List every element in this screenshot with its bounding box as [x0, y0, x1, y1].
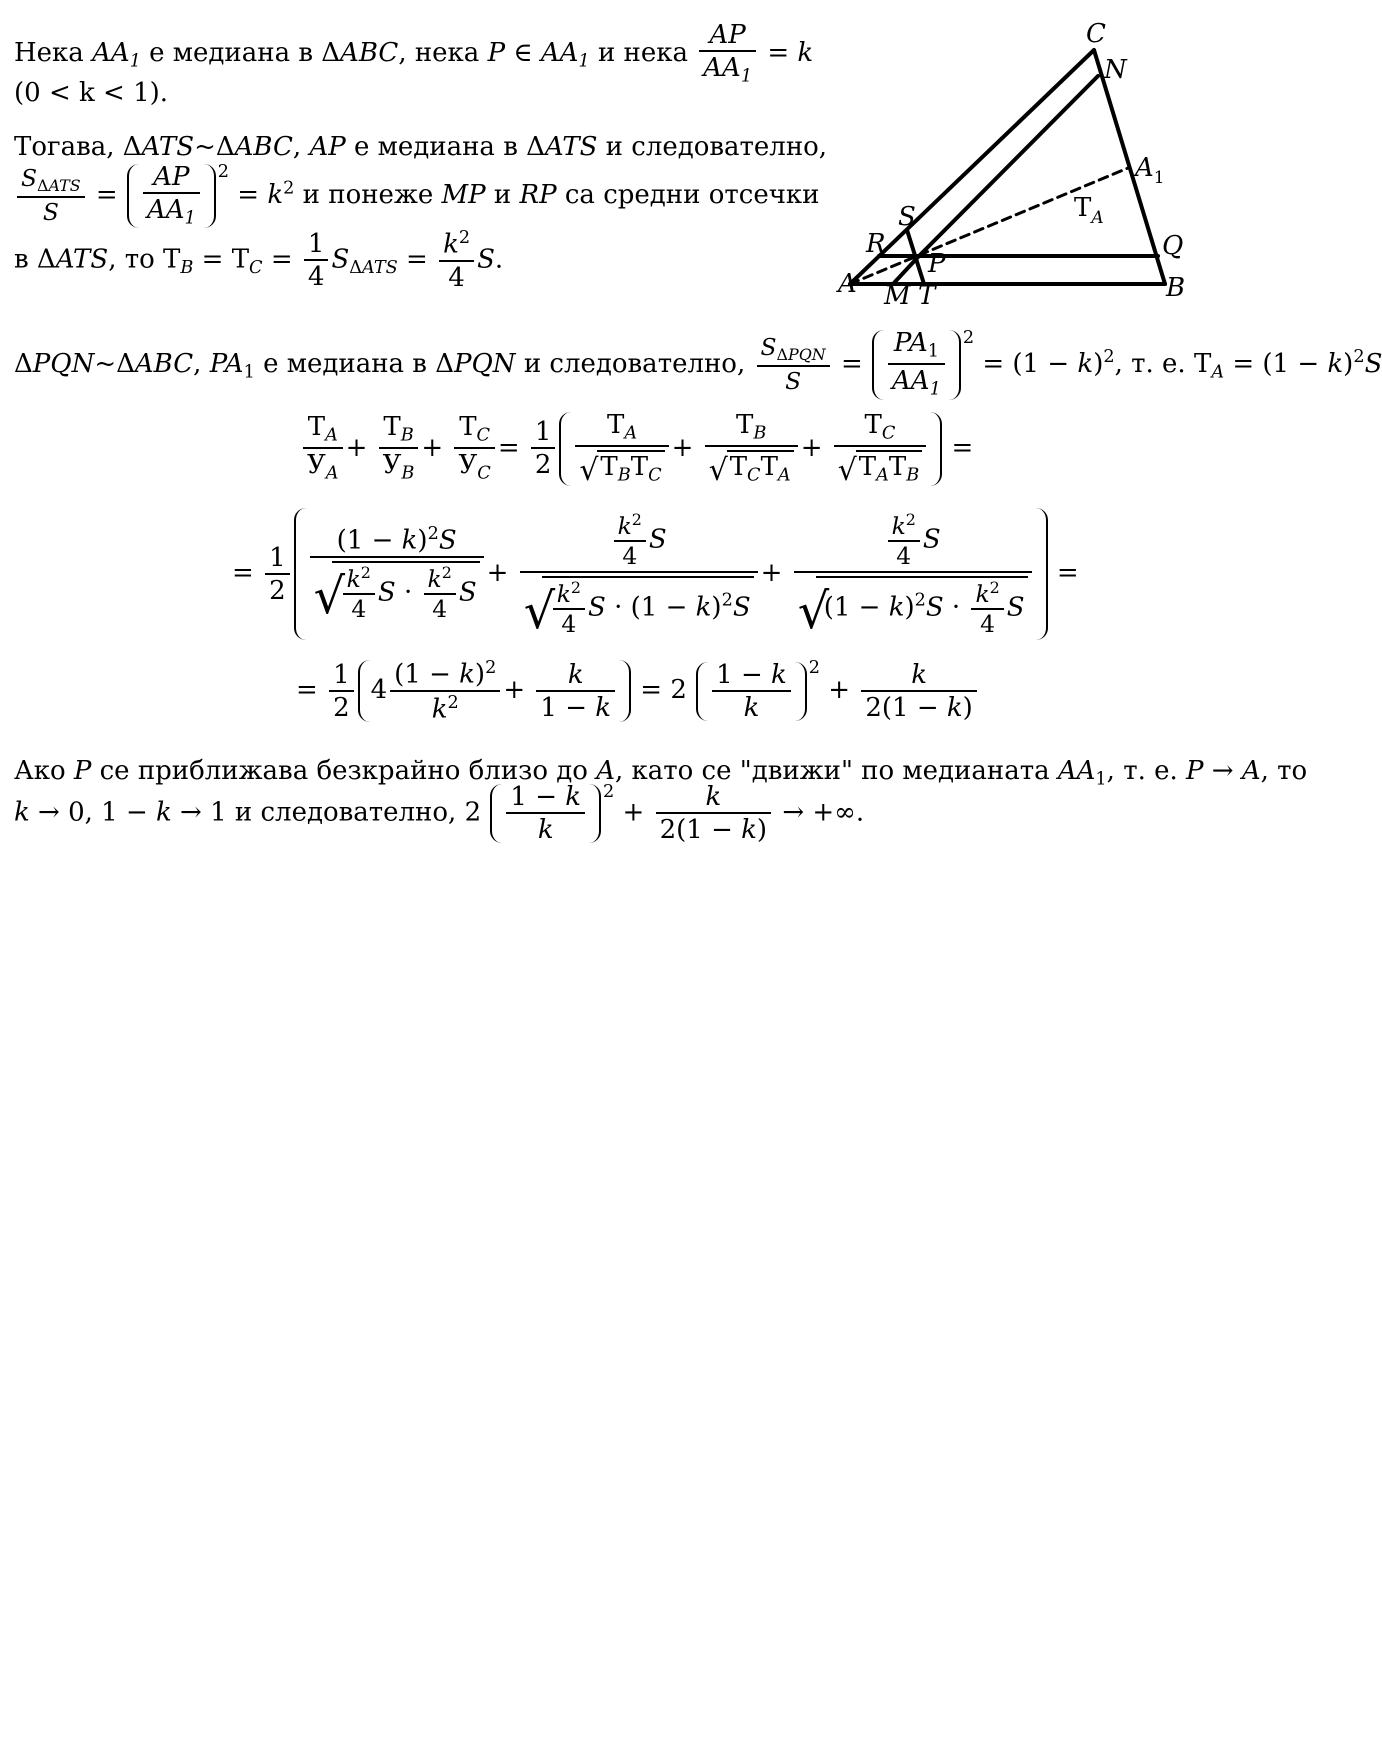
- fraction-s-ats: $\frac{S_{\Delta ATS}}{S}$: [17, 167, 85, 224]
- label-r: R: [866, 229, 886, 259]
- label-a1: $A_1$: [1135, 153, 1165, 188]
- fraction-ap-aa1: $\frac{AP}{AA_1}$: [699, 22, 756, 86]
- triangle-figure: [838, 20, 1218, 320]
- label-m: M: [884, 281, 911, 311]
- line-2: (0 < k < 1).: [14, 78, 169, 108]
- label-p: P: [928, 249, 946, 279]
- line-3: Тогава, ΔATS~ΔABC, AP е медиана в ΔATS и следователно,: [14, 132, 828, 162]
- line-6: ΔPQN~ΔABC, $PA_1$ е медиана в ΔPQN и следователно, $\frac{S_{\Delta PQN}}{S}$ = $\frac{PA_1}{AA_1}$ $2 = (1 - k)^2$, т. е. $Т_A = (1 - k)^2S$: [14, 328, 1382, 400]
- line-10: Ако P се приближава безкрайно близо до A, като се "движи" по медианата $AA_1$, т. е. P → A, то: [14, 756, 1308, 790]
- label-n: N: [1104, 55, 1127, 85]
- label-b: B: [1166, 273, 1186, 303]
- segment-pn: [919, 76, 1098, 256]
- line-5: в ΔATS, то $Т_B = Т_C$ = $\frac{1}{4}$ $S_{\Delta ATS}$ = $\frac{k^2}{4}$ S.: [14, 228, 504, 293]
- label-a: A: [838, 269, 857, 299]
- equation-1: $\frac{Т_A}{У_A}$ + $\frac{Т_B}{У_B}$ + $\frac{Т_C}{У_C}$ = $\frac{1}{2}$ $Т_A$ √ $Т_BТ_C$ + $Т_B$ √ $Т_CТ_A$ + $Т_C$ √ $Т_AТ_B$ =: [300, 412, 973, 486]
- equation-2: = $\frac{1}{2}$ $(1 - k)^2S$ √ $\frac{k^2}{4}$ S · $\frac{k^2}{4}$ S + $\frac{k^2}{4}$ S √ $\frac{k^2}{4}$ $S \cdot (1 - k)^2S$ + $\frac{k^2}{4}$ S √ $(1 - k)^2S$ · $\frac{k^2}{4}$ S =: [232, 510, 1079, 640]
- label-t: T: [918, 281, 936, 311]
- equation-3: = $\frac{1}{2}$ 4 $\frac{(1 - k)^2}{k^2}$ + $\frac{k}{1 - k}$ = 2 $\frac{1 - k}{k}$ 2 + $\frac{k}{2(1 - k)}$: [296, 660, 980, 722]
- label-c: C: [1086, 19, 1106, 49]
- paren-ap-aa1: $\frac{AP}{AA_1}$: [126, 164, 217, 228]
- side-cb: [1094, 50, 1165, 284]
- line-4: $\frac{S_{\Delta ATS}}{S}$ = $\frac{AP}{AA_1}$ $2 = k^2$ и понеже MP и RP са средни отсечки: [14, 164, 819, 228]
- side-ac: [850, 50, 1094, 284]
- line-11: k → 0, 1 − k → 1 и следователно, 2 $\frac{1 - k}{k}$ 2 + $\frac{k}{2(1 - k)}$ → +∞.: [14, 782, 865, 845]
- label-s: S: [898, 202, 916, 232]
- line-1: Нека $AA_1$ е медиана в ΔABC, нека P ∈ $AA_1$ и нека $\frac{AP}{AA_1}$ = k: [14, 20, 814, 87]
- label-q: Q: [1162, 231, 1184, 261]
- label-ta: $Т_A$: [1074, 193, 1104, 228]
